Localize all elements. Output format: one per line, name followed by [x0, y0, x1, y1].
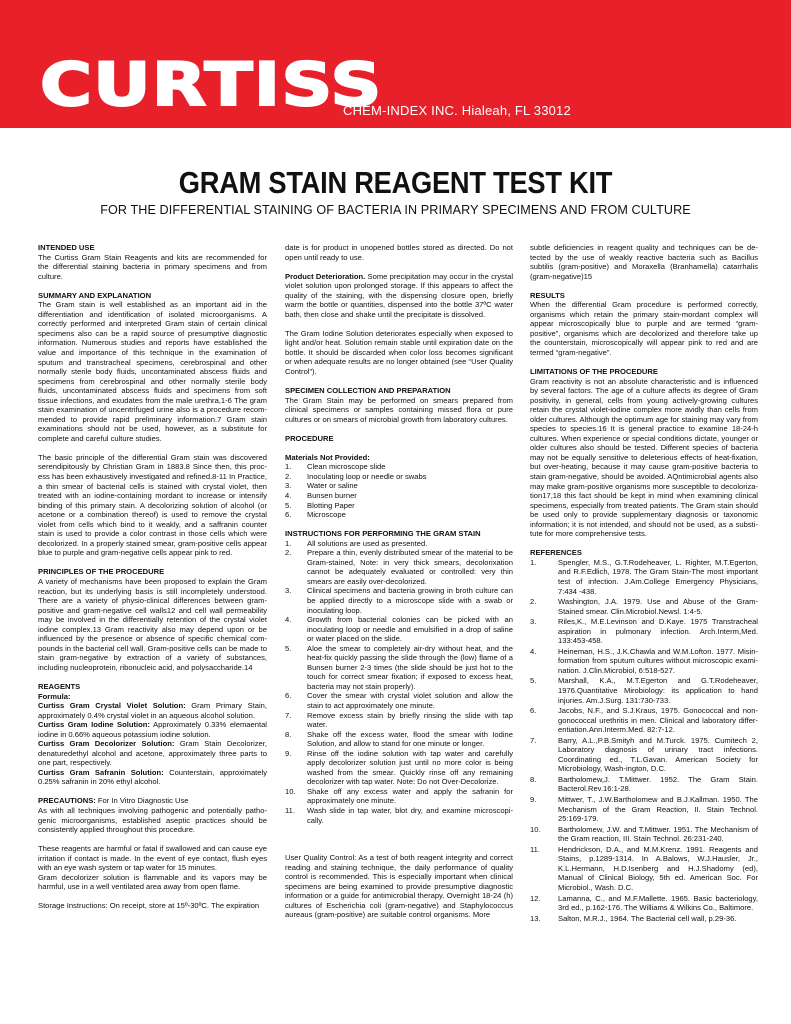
list-item: 8. Bartholomew,J. T.Mittwer. 1952. The Gram Stain. Bacterol.Rev.16:1-28. — [530, 774, 758, 794]
reagent-description: Gram Stain Decolorizer, denaturedethyl alcohol and acetone, approximately three parts to one part, respectively. — [38, 739, 267, 768]
instructions-list — [285, 539, 513, 825]
header-banner — [0, 0, 791, 128]
list-item: 12. Lamanna, C., and M.F.Mallette. 1965. Basic bacteriology, 3rd ed., p.162-176. The Williams & Wilkins Co., Baltimore. — [530, 893, 758, 913]
section-heading-limitations: LIMITATIONS OF THE PROCEDURE — [530, 367, 658, 377]
list-item: 4. Bunsen burner — [285, 490, 357, 500]
references-list — [530, 558, 758, 923]
section-heading-intended-use: INTENDED USE — [38, 243, 95, 252]
document-subtitle: FOR THE DIFFERENTIAL STAINING OF BACTERIA IN PRIMARY SPECIMENS AND FROM CULTURE — [100, 203, 691, 217]
subtle-deficiencies-text: subtle deficiencies in reagent quality and techniques can be de-tected by the use of weakly reactive bacteria such as Bacillus subtilis (gram-positive) and Moraxella (Branhamella) catarrhalis (gram-negative)15 — [530, 243, 758, 281]
reagent-name: Curtiss Gram Decolorizer Solution: — [38, 739, 175, 749]
section-heading-collection: SPECIMEN COLLECTION AND PREPARATION — [285, 386, 451, 396]
deterioration-paragraph — [285, 272, 513, 320]
reagent-description: Gram Primary Stain, approximately 0.4% crystal violet in an aqueous alcohol solution. — [38, 701, 268, 720]
materials-list — [285, 462, 513, 519]
limitations-text: Gram reactivity is not an absolute characteristic and is influenced by several factors. The age of a culture affects its degree of Gram positivity, in general, cells from young actively-growing cultures retain the crystal violet-iodine complex more avidly than cells from older cultures. Although the optimum age for staining may vary from species to species.16 It is general practice to examine 18-24-h cultures. When experience or special conditions dictate, younger or older cultures also should be tested. Different species of bacteria may not be equally sensitive to deleterious effects of heat-fixation, but over-heating, because it may cause gram-positive bacteria to stain gram-negative, should be avoided. AQntimicrobial agents also may make gram-positive organisms more susceptible to decoloriza-tion17,18 this fact should be kept in mind when examining clinical specimens, especially from treated patients. The Gram stain should be used only to provide supplementary diagnosis or taxonomic information; it is not intended, and should not be used, as a substi-tute for more comprehensive tests. — [530, 376, 758, 539]
deterioration-heading: Product Deterioration. — [285, 271, 366, 281]
list-item: 3. Water or saline — [285, 481, 358, 491]
instructions-heading: INSTRUCTIONS FOR PERFORMING THE GRAM STAIN — [285, 529, 481, 539]
list-item: 2. Prepare a thin, evenly distributed smear of the material to be Gram-stained, Note: in very thick smears, decolorixation cannot be adequately evaluated or controlled: very thin smears are easily over-decolorized. — [285, 548, 513, 586]
formula-heading: Formula: — [38, 691, 71, 701]
brand-logo: CURTISS — [40, 50, 383, 120]
section-heading-precautions: PRECAUTIONS: — [38, 796, 96, 806]
list-item: 10. Bartholomew, J.W. and T.Mittwer. 1951. The Mechanism of the Gram reaction, III. Stain Technol. 26:231-240. — [530, 824, 758, 844]
list-item: 10. Shake off any excess water and apply the safranin for approximately one minute. — [285, 786, 513, 806]
list-item: 3. Riles,K., M.E.Levinson and D.Kaye. 1975 Transtracheal aspiration in pulmonary infection. Arch.Interm,Med. 133:453-458. — [530, 617, 758, 646]
list-item: 1. Clean microscope slide — [285, 462, 386, 472]
list-item: 6. Jacobs, N.F., and S.J.Kraus, 1975. Gonococcal and non-gonococcal urethritis in men. Clinical and laboratory differ-entiation.Ann.Interm.Med. 82:7-12. — [530, 706, 758, 735]
deterioration-text: Some precipitation may occur in the crystal violet solution upon prolonged storage. If this appears to affect the quality of the staining, with the dispensing closure open, briefly warm the bottle or quantities, dispensed into the bottle 37ºC water bath, then close and shake until the precipitate is dissolved. — [285, 271, 514, 319]
list-item: 8. Shake off the excess water, flood the smear with Iodine Solution, and allow to stand for one minute or longer. — [285, 729, 513, 749]
reagent-name: Curtiss Gram Crystal Violet Solution: — [38, 701, 186, 711]
list-item: 3. Clinical specimens and bacteria growing in broth culture can be applied directly to a microscope slide with a swab or inoculating loop. — [285, 586, 513, 615]
list-item: 9. Mittwer, T., J.W.Bartholomew and B.J.Kallman. 1950. The Mechanism of the Gram Reaction, II. Stain Technol. 25:169-179. — [530, 795, 758, 824]
intended-use-text: The Curtiss Gram Stain Reagents and kits are recommended for the differential staining bacteria in primary specimens and from culture. — [38, 252, 267, 281]
collection-text: The Gram Stain may be performed on smears prepared from clinical specimens or samples containing missed flora or pure cultures or on smears of microbial growth from laboratory cultures. — [285, 395, 513, 424]
section-heading-principles: PRINCIPLES OF THE PROCEDURE — [38, 567, 165, 577]
list-item: 7. Remove excess stain by briefly rinsing the slide with tap water. — [285, 710, 513, 730]
precautions-paragraph-2b: Gram decolorizer solution is flammable and its vapors may be harmful, use in a well ventilated area away from open flame. — [38, 872, 267, 892]
summary-paragraph-2: The basic principle of the differential Gram stain was discovered serendipitously by Christian Gram in 1883.8 Since then, this proc-ess has been exhaustively investigated and refined.8-11 In Practice, a thin smear of bacterial cells is stained with crystal violet, then treated with an iodine-containing mordant to increase or intensify binding of this primary stain. A decolorizing solution of alcohol (or acetone or a combination thereof) is used to remove the crystal violet from cells which bind to it weakly, and a saffranin counter stain is used to provide a color contrast in those cells which were decolorized. In a properly stained smear, gram-positive cells appear blue to purple and gram-negative cells appear pink to red. — [38, 452, 267, 558]
quality-control-text: User Quality Control: As a test of both reagent integrity and correct reading and staining technique, the daily performance of quality control is recommended. This is especially important when clinical specimens are being examined to provide presumptive diagnostic information or a guide for antimicrobial therapy. Overnight 18-24 (h) cultures of Escherichia coli (gram-negative) and Staphylococcus aureaus (gram-positive) are suitable control organisms. More — [285, 853, 513, 920]
column-3 — [530, 243, 758, 933]
list-item: 7. Barry, A.L.,P.B.Smityh and M.Turck. 1975. Cumitech 2, Laboratory diagnosis of urinary tract infections. Coordinating ed., T.L.Gavan. American Society for Microbiology, Wash-ington, D.C. — [530, 735, 758, 774]
section-heading-summary: SUMMARY AND EXPLANATION — [38, 290, 152, 300]
storage-instructions: Storage Instructions: On receipt, store at 15º-30ºC. The expiration — [38, 901, 260, 911]
expiration-text: date is for product in unopened bottles stored as directed. Do not open until ready to use. — [285, 243, 513, 262]
list-item: 5. Blotting Paper — [285, 500, 355, 510]
company-address: CHEM-INDEX INC. Hialeah, FL 33012 — [343, 103, 571, 118]
list-item: 11. Wash slide in tap water, blot dry, and examine microscopi-cally. — [285, 805, 513, 825]
list-item: 1. Spengler, M.S., G.T.Rodeheaver, L. Righter, M.T.Egerton, and R.F.Edlich, 1978. The Gram Stain-The most important test of infection. J.Am.College Emergency Physicians, 7:434 -438. — [530, 557, 758, 596]
reagent-name: Curtiss Gram Safranin Solution: — [38, 767, 164, 777]
reagent-list — [38, 701, 267, 787]
iodine-deterioration-text: The Gram Iodine Solution deteriorates especially when exposed to light and/or heat. Solution remain stable until expiration date on the bottle. It should be discarded when color loss becomes significant or when adequate results are no longer obtained (see “User Quality Control”). — [285, 328, 513, 377]
precautions-heading-line — [38, 796, 267, 806]
list-item: 13. Salton, M.R.J., 1964. The Bacterial cell wall, p.29-36. — [530, 913, 737, 923]
section-heading-procedure: PROCEDURE — [285, 433, 334, 443]
list-item: 5. Marshall, K.A., M.T.Egerton and G.T.Rodeheaver, 1976.Quantitative Mirobiology: its application to hand injuries. Am.J.Surg. 131:730-733. — [530, 676, 758, 705]
column-1 — [38, 243, 267, 920]
precautions-subtitle: For In Vitro Diagnostic Use — [95, 796, 189, 806]
list-item: 6. Microscope — [285, 510, 346, 520]
list-item: 2. Washington, J.A. 1979. Use and Abuse of the Gram-Stained smear. Clin.Microbiol.Newsl. 1:4-5. — [530, 597, 758, 616]
document-title: GRAM STAIN REAGENT TEST KIT — [178, 165, 613, 200]
reagent-name: Curtiss Gram Iodine Solution: — [38, 720, 150, 730]
section-heading-results: RESULTS — [530, 290, 565, 300]
list-item: 9. Rinse off the iodine solution with tap water and carefully apply decolorizer solution just until no more color is being washed from the smear. Quickly rinse off any remaining decolorizer with tap water. Note: Do not Over-Decolorize. — [285, 748, 513, 787]
list-item: 4. Heineman, H.S., J.K.Chawla and W.M.Lofton. 1977. Misin-formation from sputum cultures without microscopic exami-nation. J.Clin.Microbiol, 6:518-527. — [530, 646, 758, 675]
materials-heading: Materials Not Provided: — [285, 452, 370, 462]
summary-paragraph-1: The Gram stain is well established as an important aid in the differentiation and identification of isolated microorganisms. A correctly performed and interpreted Gram stain of certain clinical specimens also can be a rapid source of presumptive diagnostic information. Numerous studies and reports have established the value and importance of this technique in the examination of sputum and transtracheal specimens, cerebrospinal and other normally sterile body fluids, uncontaminated abscess fluids and specimens from cerebrospinal and other normally sterile body fluids, uncontaminated abscess fluids and specimens from soft tissue infections, and exudates from the male urethra,1-6 The gram stain examination of uncentrifuged urine also is a procedure recom-mended to provide rapid preliminary information.7 Gram stain examinations should not be used, however, as a substitute for complete and careful culture studies. — [38, 300, 267, 443]
list-item: 2. Inoculating loop or needle or swabs — [285, 471, 427, 481]
precautions-paragraph-2: These reagents are harmful or fatal if swallowed and can cause eye irritation if contact is made. In the event of eye contact, flush eyes with an eye wash system or tap water for 15 minutes. — [38, 844, 267, 873]
list-item: 6. Cover the smear with crystal violet solution and allow the stain to act approximately one minute. — [285, 691, 513, 710]
section-heading-references: REFERENCES — [530, 548, 582, 558]
reagent-description: Approximately 0.33% elemaental iodine in 0.66% aqueous potassium iodine solution. — [38, 720, 267, 739]
reagent-description: Counterstain, approximately 0.25% safranin in 20% ethyl alcohol. — [38, 767, 267, 787]
list-item: 11. Hendrickson, D.A., and M.M.Krenz. 1991. Reagents and Stains, p.1289-1314. In A.Balows, W.J.Hausler, Jr., K.L.Hermann, H.D.Isenberg and H.J.Shadomy (ed), Manual of Clinical Biology, 5th ed. American Soc. For Microbiol., Wash. D.C. — [530, 844, 758, 892]
list-item: 5. Aloe the smear to completely air-dry without heat, and the heat-fix quickly passing the slide through the (low) flame of a Bunsen burner 2-3 times (the slide should be just hot to the touch for correct smear fixation; if exposed to excess heat, bacteria may not stain properly). — [285, 643, 513, 691]
list-item: 4. Growth from bacterial colonies can be picked with an inoculating loop or needle and emulsified in a drop of saline or water placed on the slide. — [285, 615, 513, 644]
principles-text: A variety of mechanisms have been proposed to explain the Gram reaction, but its underlying basis is still incompletely understood. There are a variety of physio-clinical differences between gram-positive and gram-negative cell walls12 and cell wall permeability may be involved in the differentially retention of the crystal violet iodine complex.13 Gram reactivity also may depend upon or be influenced by the presence or absence of specific chemical com-pounds in the bacterial cell wall. Gram-positive cells can be made to stain gram-negative by extraction of a variety of substances, including nucleoprotein, ribonucleic acid, and polysaccharide.14 — [38, 577, 267, 672]
results-text: When the differential Gram procedure is performed correctly, organisms which retain the primary stain-mordant complex will appear microscopically blue to purple and are termed “gram-positive”, organisms which are decolorized and therefore take up the counterstain, microscopically will appear pink to red and are termed “gram-negative”. — [530, 300, 758, 357]
section-heading-reagents: REAGENTS — [38, 681, 81, 691]
list-item: 1. All solutions are used as presented. — [285, 538, 428, 548]
precautions-paragraph-1: As with all techniques involving pathogenic and potentially patho-genic microorganisms, established aseptic practices should be consistently applied throughout this procedure. — [38, 806, 267, 835]
column-2 — [285, 243, 513, 929]
